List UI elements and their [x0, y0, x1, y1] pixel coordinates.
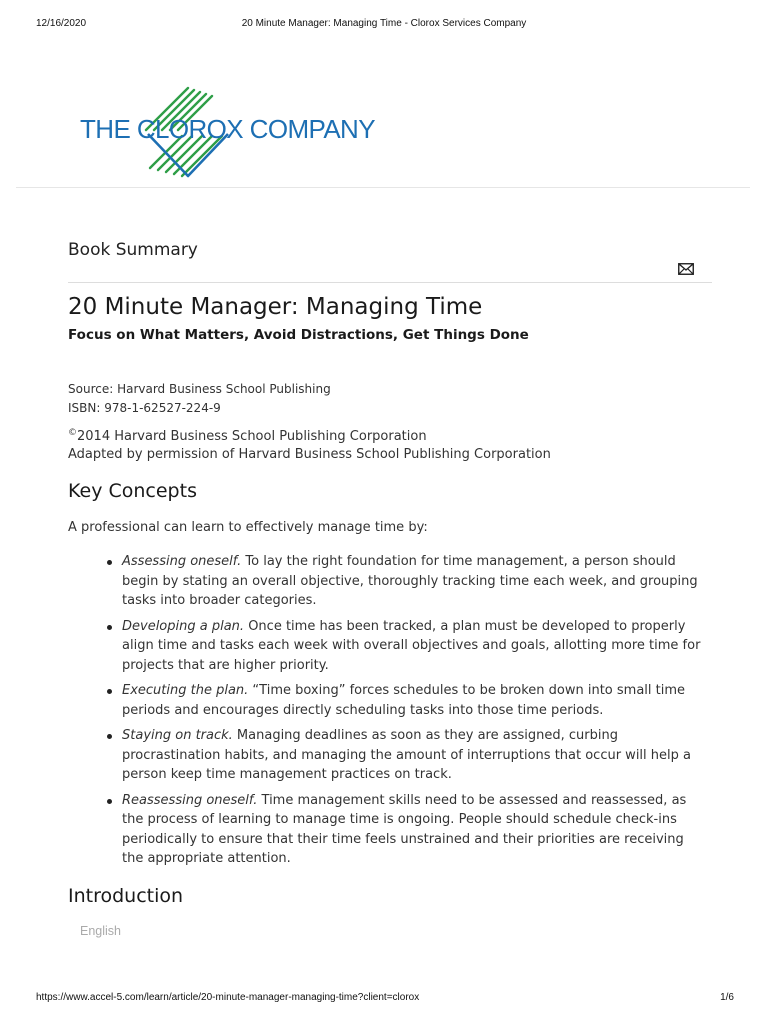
list-item — [104, 552, 704, 611]
header-divider — [16, 187, 750, 188]
copyright-symbol: © — [68, 428, 77, 438]
copyright-line — [68, 428, 427, 444]
envelope-icon[interactable] — [678, 263, 694, 275]
concept-term: Developing a plan. — [122, 618, 245, 634]
concept-text: Managing deadlines as soon as they are assigned, curbing procrastination habits, and managing the amount of interruptions that occur will help a person keep time management practices on track. — [122, 728, 691, 782]
key-concepts-list — [104, 552, 704, 875]
adapted-line: Adapted by permission of Harvard Business School Publishing Corporation — [68, 447, 551, 462]
print-page-title: 20 Minute Manager: Managing Time - Clorox Services Company — [241, 18, 527, 29]
concept-text: Once time has been tracked, a plan must be developed to properly align time and tasks each week with overall objectives and goals, allotting more time for projects that are higher priority. — [122, 618, 701, 673]
key-concepts-heading: Key Concepts — [68, 480, 197, 502]
print-header — [0, 18, 768, 32]
concept-term: Staying on track. — [122, 728, 233, 743]
print-date: 12/16/2020 — [36, 18, 87, 29]
concept-text: Time management skills need to be assessed and reassessed, as the process of learning to manage time is ongoing. People should schedule check-ins periodically to ensure that their time feels unstrained and their priorities are receiving the appropriate attention. — [122, 792, 687, 866]
print-footer — [0, 992, 768, 1006]
article-subtitle: Focus on What Matters, Avoid Distractions, Get Things Done — [68, 327, 529, 343]
concept-text: To lay the right foundation for time management, a person should begin by stating an overall objective, thoroughly tracking time each week, and grouping tasks into broader categories. — [122, 554, 698, 608]
list-item — [104, 681, 704, 720]
article-title: 20 Minute Manager: Managing Time — [68, 294, 483, 320]
source-line: Source: Harvard Business School Publishing — [68, 382, 331, 396]
list-item — [104, 617, 704, 676]
concept-term: Assessing oneself. — [122, 554, 242, 569]
list-item — [104, 726, 704, 785]
clorox-logo[interactable] — [80, 84, 375, 180]
section-label: Book Summary — [68, 240, 198, 260]
concept-term: Reassessing oneself. — [122, 792, 258, 808]
copyright-text: 2014 Harvard Business School Publishing Corporation — [77, 429, 427, 444]
isbn-line: ISBN: 978-1-62527-224-9 — [68, 401, 221, 415]
title-divider — [68, 282, 712, 283]
clorox-logo-text: THE CLOROX COMPANY — [80, 114, 375, 144]
concept-text: “Time boxing” forces schedules to be broken down into small time periods and encourages directly scheduling tasks into those time periods. — [122, 683, 686, 718]
print-url: https://www.accel-5.com/learn/article/20-minute-manager-managing-time?client=clorox — [36, 992, 420, 1003]
concept-term: Executing the plan. — [122, 683, 249, 698]
language-selector-link[interactable]: English — [80, 924, 121, 938]
introduction-heading: Introduction — [68, 885, 184, 907]
list-item — [104, 791, 704, 869]
print-page-number: 1/6 — [720, 992, 734, 1003]
key-concepts-intro: A professional can learn to effectively manage time by: — [68, 520, 428, 535]
